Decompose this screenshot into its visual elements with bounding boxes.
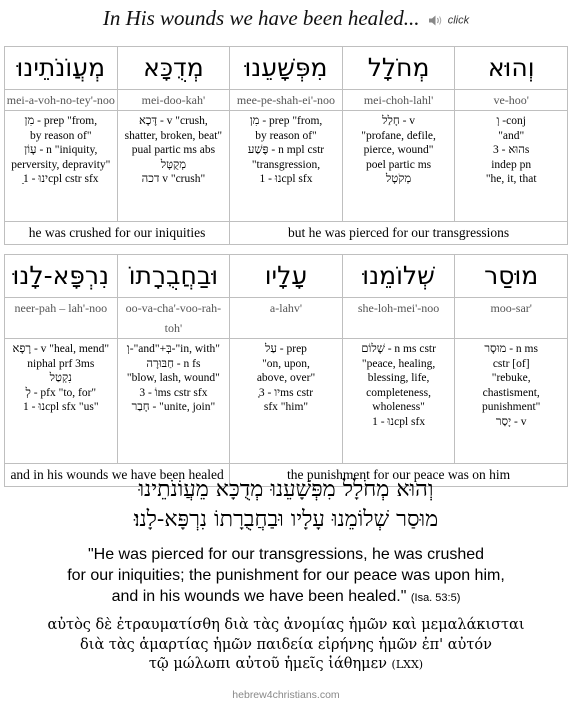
gloss-line: עָוֹן - n "iniquity, <box>24 144 98 156</box>
gloss-line: דָּכָא - v "crush, <box>139 115 208 127</box>
title-row <box>0 6 572 36</box>
gloss-cell <box>5 111 118 222</box>
hebrew-word: וּבַחֲבֻרָתוֹ <box>117 255 230 298</box>
transliteration: mee-pe-shah-ei'-noo <box>230 90 343 111</box>
phrase-translation: but he was pierced for our transgressions <box>230 222 568 245</box>
gloss-cell <box>230 111 343 222</box>
phrase-translation: the punishment for our peace was on him <box>230 464 568 487</box>
hebrew-word: מִפְּשָׁעֵנוּ <box>230 47 343 90</box>
gloss-line: לְ - pfx "to, for" <box>25 386 97 399</box>
gloss-line: וְ -conj <box>496 115 526 127</box>
gloss-line: wholeness" <box>372 401 425 413</box>
gloss-line: מְקֹטָל <box>385 173 412 185</box>
gloss-line: חָבַר - "unite, join" <box>131 401 216 413</box>
gloss-line: נוּ - 1cpl sfx "us" <box>23 401 99 413</box>
site-footer: hebrew4christians.com <box>232 689 340 701</box>
translit-row <box>5 90 568 111</box>
gloss-row <box>5 111 568 222</box>
word-table-2 <box>4 254 568 487</box>
gloss-cell <box>117 111 230 222</box>
gloss-line: pierce, wound" <box>363 144 434 156</box>
greek-line: αὐτὸς δὲ ἐτραυματίσθη διὰ τὰς ἀνομίας ἡμῶν καὶ μεμαλάκισται <box>47 617 525 633</box>
lxx-label: (LXX) <box>391 658 424 671</box>
quote-line: "He was pierced for our transgressions, he was crushed <box>87 546 485 563</box>
gloss-cell <box>5 339 118 464</box>
gloss-line: sfx "him" <box>263 401 309 413</box>
hebrew-word: מְדֻכָּא <box>117 47 230 90</box>
gloss-line: מִן - prep "from, <box>24 115 98 127</box>
scripture-reference: (Isa. 53:5) <box>410 592 461 604</box>
greek-line: τῷ μώλωπι αὐτοῦ ἡμεῖς ἰάθημεν <box>148 656 387 672</box>
gloss-line: פֶּשַׁע - n mpl cstr <box>247 144 325 156</box>
gloss-line: עַל - prep <box>265 343 307 355</box>
gloss-line: "he, it, that <box>485 173 537 185</box>
gloss-line: "blow, lash, wound" <box>126 372 220 384</box>
gloss-line: ָיו - 3ms cstr <box>258 386 314 399</box>
gloss-line: by reason of" <box>30 129 92 142</box>
gloss-line: "and" <box>498 129 525 142</box>
gloss-line: "rebuke, <box>491 372 531 384</box>
transliteration: oo-va-cha'-voo-rah-toh' <box>117 298 230 339</box>
gloss-line: "peace, healing, <box>361 357 436 370</box>
phrase-row <box>5 222 568 245</box>
gloss-line: נִקְטַל <box>49 372 72 384</box>
gloss-line: indep pn <box>491 158 532 171</box>
gloss-line: blessing, life, <box>367 372 430 384</box>
gloss-line: punishment" <box>482 401 541 413</box>
hebrew-word: מְחֹלָל <box>342 47 455 90</box>
gloss-line: מוּסָר - n ms <box>484 343 538 355</box>
gloss-line: chastisment, <box>482 386 540 399</box>
phrase-translation: he was crushed for our iniquities <box>5 222 230 245</box>
gloss-line: above, over" <box>256 372 316 384</box>
quote-line: and in his wounds we have been healed." <box>111 588 407 605</box>
translit-row <box>5 298 568 339</box>
hebrew-word: עָלָיו <box>230 255 343 298</box>
gloss-line: "profane, defile, <box>361 129 436 142</box>
gloss-line: וֹ - 3ms cstr sfx <box>139 386 208 399</box>
gloss-line: poel partic ms <box>366 158 432 171</box>
quote-line: for our iniquities; the punishment for our peace was upon him, <box>67 567 505 584</box>
gloss-line: cstr [of] <box>492 357 530 370</box>
greek-text <box>0 616 572 675</box>
transliteration: neer-pah – lah'-noo <box>5 298 118 339</box>
gloss-cell <box>342 339 455 464</box>
gloss-cell <box>230 339 343 464</box>
gloss-cell <box>342 111 455 222</box>
greek-line-last <box>0 655 572 675</box>
transliteration: mei-choh-lahl' <box>342 90 455 111</box>
transliteration: mei-doo-kah' <box>117 90 230 111</box>
english-quote <box>0 544 572 609</box>
gloss-cell <box>117 339 230 464</box>
gloss-line: שָׁלוֹם - n ms cstr <box>361 343 436 355</box>
transliteration: a-lahv' <box>230 298 343 339</box>
transliteration: she-loh-mei'-noo <box>342 298 455 339</box>
gloss-line: חַבּוּרָה - n fs <box>146 357 201 370</box>
gloss-line: by reason of" <box>255 129 317 142</box>
hebrew-sentence-line-1: וְהוּא מְחֹלָל מִפְּשָׁעֵנוּ מְדֻכָּא מֵעֲוֹנֹתֵינוּ <box>138 477 434 502</box>
gloss-line: shatter, broken, beat" <box>124 129 223 142</box>
gloss-line: perversity, depravity" <box>11 158 111 171</box>
transliteration: mei-a-voh-no-tey'-noo <box>5 90 118 111</box>
quote-line-last <box>0 586 572 609</box>
audio-button[interactable] <box>425 10 469 29</box>
gloss-line: completeness, <box>366 386 431 399</box>
hebrew-word: מְעֲוֹנֹתֵינוּ <box>5 47 118 90</box>
transliteration: ve-hoo' <box>455 90 568 111</box>
hebrew-word: שְׁלוֹמֵנוּ <box>342 255 455 298</box>
gloss-line: "transgression, <box>251 158 321 171</box>
speaker-icon[interactable] <box>429 15 443 26</box>
gloss-line: רָפָא - v "heal, mend" <box>12 343 110 355</box>
hebrew-word: וְהוּא <box>455 47 568 90</box>
page-title: In His wounds we have been healed... <box>102 6 420 30</box>
gloss-cell <box>455 339 568 464</box>
gloss-line: הוּא - 3s <box>493 144 530 156</box>
phrase-translation: and in his wounds we have been healed <box>5 464 230 487</box>
gloss-line: pual partic ms abs <box>131 144 216 156</box>
gloss-line: מִן - prep "from, <box>249 115 323 127</box>
gloss-line: וְ-"and"+בְּ-"in, with" <box>126 343 220 355</box>
hebrew-sentence-line-2: מוּסַר שְׁלוֹמֵנוּ עָלָיו וּבַחֲבֻרָתוֹ נִרְפָּא-לָנוּ׃ <box>133 507 439 532</box>
gloss-line: חָלַל - v <box>382 115 416 127</box>
gloss-row <box>5 339 568 464</box>
hebrew-row <box>5 47 568 90</box>
gloss-line: ֵינוּ - 1cpl cstr sfx <box>23 173 99 185</box>
hebrew-word: מוּסַר <box>455 255 568 298</box>
click-link[interactable]: click <box>447 14 470 27</box>
word-table-1 <box>4 46 568 245</box>
greek-line: διὰ τὰς ἁμαρτίας ἡμῶν παιδεία εἰρήνης ἡμῶν ἐπ' αὐτόν <box>80 636 492 653</box>
gloss-line: "on, upon, <box>262 357 310 370</box>
gloss-line: niphal prf 3ms <box>27 357 95 370</box>
transliteration: moo-sar' <box>455 298 568 339</box>
gloss-line: מְקֻטָּל <box>160 158 187 171</box>
gloss-cell <box>455 111 568 222</box>
hebrew-row <box>5 255 568 298</box>
gloss-line: נוּ - 1cpl sfx <box>372 415 426 428</box>
hebrew-word: נִרְפָּא-לָנוּ <box>5 255 118 298</box>
gloss-line: דכה v "crush" <box>141 173 206 185</box>
gloss-line: נוּ - 1cpl sfx <box>259 173 313 185</box>
gloss-line: יָסַר - v <box>495 415 527 428</box>
